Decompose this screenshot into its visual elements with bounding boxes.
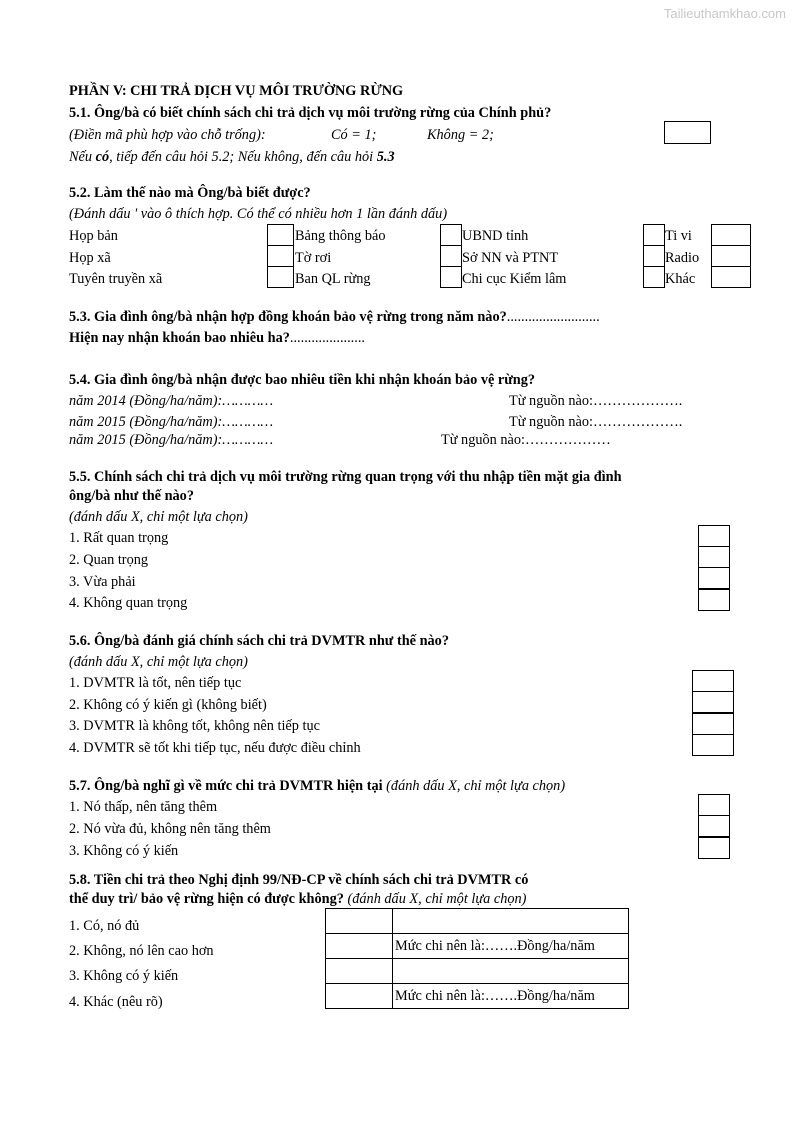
- q54-row-label: năm 2015 (Đồng/ha/năm):…………: [69, 414, 274, 430]
- q52-checkbox[interactable]: [711, 266, 751, 288]
- q53-dots-2: .....................: [289, 330, 365, 346]
- q55-checkbox[interactable]: [698, 589, 730, 611]
- q52-option: Khác: [665, 271, 696, 287]
- q52-checkbox[interactable]: [643, 224, 665, 246]
- watermark: Tailieuthamkhao.com: [663, 6, 786, 21]
- q58-rate-cell[interactable]: [393, 959, 629, 984]
- q51-skip-note: [69, 148, 395, 166]
- q52-option: Tờ rơi: [295, 250, 332, 266]
- section-title: PHẦN V: CHI TRẢ DỊCH VỤ MÔI TRƯỜNG RỪNG: [69, 83, 404, 99]
- q53-question-2: Hiện nay nhận khoán bao nhiêu ha?: [69, 330, 290, 346]
- q55-option: 4. Không quan trọng: [69, 595, 188, 611]
- q51-skip-co: có: [95, 149, 110, 165]
- q56-option: 3. DVMTR là không tốt, không nên tiếp tục: [69, 718, 320, 734]
- q55-checkbox[interactable]: [698, 525, 730, 547]
- q58-option: 2. Không, nó lên cao hơn: [69, 943, 214, 959]
- q57-option: 2. Nó vừa đủ, không nên tăng thêm: [69, 821, 271, 837]
- q52-option: Họp bản: [69, 228, 118, 244]
- q57-option: 1. Nó thấp, nên tăng thêm: [69, 799, 218, 815]
- q58-checkbox-cell[interactable]: [326, 959, 393, 984]
- q52-option: Radio: [665, 250, 700, 266]
- q53-line1: [69, 308, 600, 326]
- q52-checkbox[interactable]: [267, 266, 294, 288]
- q54-row-source: Từ nguồn nào:……………….: [509, 393, 683, 409]
- q52-option: Họp xã: [69, 250, 111, 266]
- q57-checkbox[interactable]: [698, 837, 730, 859]
- q52-checkbox[interactable]: [711, 224, 751, 246]
- q56-question: 5.6. Ông/bà đánh giá chính sách chi trả DVMTR như thế nào?: [69, 633, 449, 649]
- q55-question-1: 5.5. Chính sách chi trả dịch vụ môi trường rừng quan trọng với thu nhập tiền mặt gia đình: [69, 469, 622, 485]
- q56-instruction: (đánh dấu X, chỉ một lựa chọn): [69, 654, 248, 670]
- q55-option: 1. Rất quan trọng: [69, 530, 169, 546]
- q58-question-2: thể duy trì/ bảo vệ rừng hiện có được không?: [69, 891, 348, 907]
- q52-question: 5.2. Làm thế nào mà Ông/bà biết được?: [69, 185, 311, 201]
- q56-option: 2. Không có ý kiến gì (không biết): [69, 697, 267, 713]
- q56-checkbox[interactable]: [692, 670, 734, 692]
- q52-option: Chi cục Kiểm lâm: [462, 271, 567, 287]
- q57-checkbox[interactable]: [698, 794, 730, 816]
- q58-option: 4. Khác (nêu rõ): [69, 994, 163, 1010]
- q52-option: UBND tỉnh: [462, 228, 529, 244]
- q55-checkbox[interactable]: [698, 567, 730, 589]
- q52-option: Bảng thông báo: [295, 228, 386, 244]
- q56-checkbox[interactable]: [692, 734, 734, 756]
- q58-rate-cell[interactable]: Mức chi nên là:…….Đồng/ha/năm: [393, 934, 629, 959]
- q56-option: 1. DVMTR là tốt, nên tiếp tục: [69, 675, 242, 691]
- q52-instruction: (Đánh dấu ' vào ô thích hợp. Có thể có nhiều hơn 1 lần đánh dấu): [69, 206, 448, 222]
- q52-checkbox[interactable]: [711, 245, 751, 267]
- q56-checkbox[interactable]: [692, 691, 734, 713]
- q54-row-label: năm 2014 (Đồng/ha/năm):…………: [69, 393, 274, 409]
- q53-line2: [69, 329, 365, 347]
- q51-yes-code: Có = 1;: [331, 127, 377, 143]
- q54-row-source: Từ nguồn nào:………………: [441, 432, 611, 448]
- q52-checkbox[interactable]: [440, 266, 462, 288]
- q58-option: 3. Không có ý kiến: [69, 968, 179, 984]
- q52-option: Tuyên truyền xã: [69, 271, 163, 287]
- q57-question: 5.7. Ông/bà nghĩ gì về mức chi trả DVMTR hiện tại: [69, 778, 387, 794]
- q51-instruction: (Điền mã phù hợp vào chỗ trống):: [69, 127, 266, 143]
- q52-option: Ban QL rừng: [295, 271, 371, 287]
- q58-instruction: (đánh dấu X, chỉ một lựa chọn): [347, 891, 527, 907]
- q57-question-line: [69, 777, 565, 795]
- q56-checkbox[interactable]: [692, 713, 734, 735]
- q58-checkbox-cell[interactable]: [326, 984, 393, 1009]
- q55-question-2: ông/bà như thế nào?: [69, 488, 194, 504]
- q55-option: 2. Quan trọng: [69, 552, 149, 568]
- q56-option: 4. DVMTR sẽ tốt khi tiếp tục, nếu được điều chỉnh: [69, 740, 361, 756]
- q54-row-source: Từ nguồn nào:……………….: [509, 414, 683, 430]
- q55-checkbox[interactable]: [698, 546, 730, 568]
- q52-checkbox[interactable]: [643, 266, 665, 288]
- q55-instruction: (đánh dấu X, chỉ một lựa chọn): [69, 509, 248, 525]
- q58-checkbox-cell[interactable]: [326, 909, 393, 934]
- q53-dots-1: ..........................: [506, 309, 600, 325]
- q52-checkbox[interactable]: [643, 245, 665, 267]
- q52-checkbox[interactable]: [440, 245, 462, 267]
- q55-option: 3. Vừa phải: [69, 574, 136, 590]
- q51-no-code: Không = 2;: [427, 127, 494, 143]
- q51-skip-b: , tiếp đến câu hỏi 5.2; Nếu không, đến câu hỏi: [109, 149, 377, 165]
- q58-rate-cell[interactable]: Mức chi nên là:…….Đồng/ha/năm: [393, 984, 629, 1009]
- q51-answer-box[interactable]: [664, 121, 711, 144]
- q58-question-line-2: [69, 890, 526, 908]
- q53-question-1: 5.3. Gia đình ông/bà nhận hợp đồng khoán bảo vệ rừng trong năm nào?: [69, 309, 507, 325]
- q58-question-1: 5.8. Tiền chi trả theo Nghị định 99/NĐ-CP về chính sách chi trả DVMTR có: [69, 872, 529, 888]
- q51-skip-a: Nếu: [69, 149, 96, 165]
- q51-skip-target: 5.3: [376, 149, 395, 165]
- q54-question: 5.4. Gia đình ông/bà nhận được bao nhiêu tiền khi nhận khoán bảo vệ rừng?: [69, 372, 536, 388]
- q54-row-label: năm 2015 (Đồng/ha/năm):…………: [69, 432, 274, 448]
- q52-option: Ti vi: [665, 228, 692, 244]
- q52-checkbox[interactable]: [267, 224, 294, 246]
- q58-rate-cell[interactable]: [393, 909, 629, 934]
- q58-checkbox-cell[interactable]: [326, 934, 393, 959]
- q57-checkbox[interactable]: [698, 815, 730, 837]
- q58-option: 1. Có, nó đủ: [69, 918, 140, 934]
- q52-checkbox[interactable]: [440, 224, 462, 246]
- q57-instruction: (đánh dấu X, chỉ một lựa chọn): [386, 778, 566, 794]
- q52-option: Sở NN và PTNT: [462, 250, 559, 266]
- q51-question: 5.1. Ông/bà có biết chính sách chi trả dịch vụ môi trường rừng của Chính phủ?: [69, 105, 552, 121]
- q52-checkbox[interactable]: [267, 245, 294, 267]
- q58-answer-table: [325, 908, 629, 1009]
- q57-option: 3. Không có ý kiến: [69, 843, 179, 859]
